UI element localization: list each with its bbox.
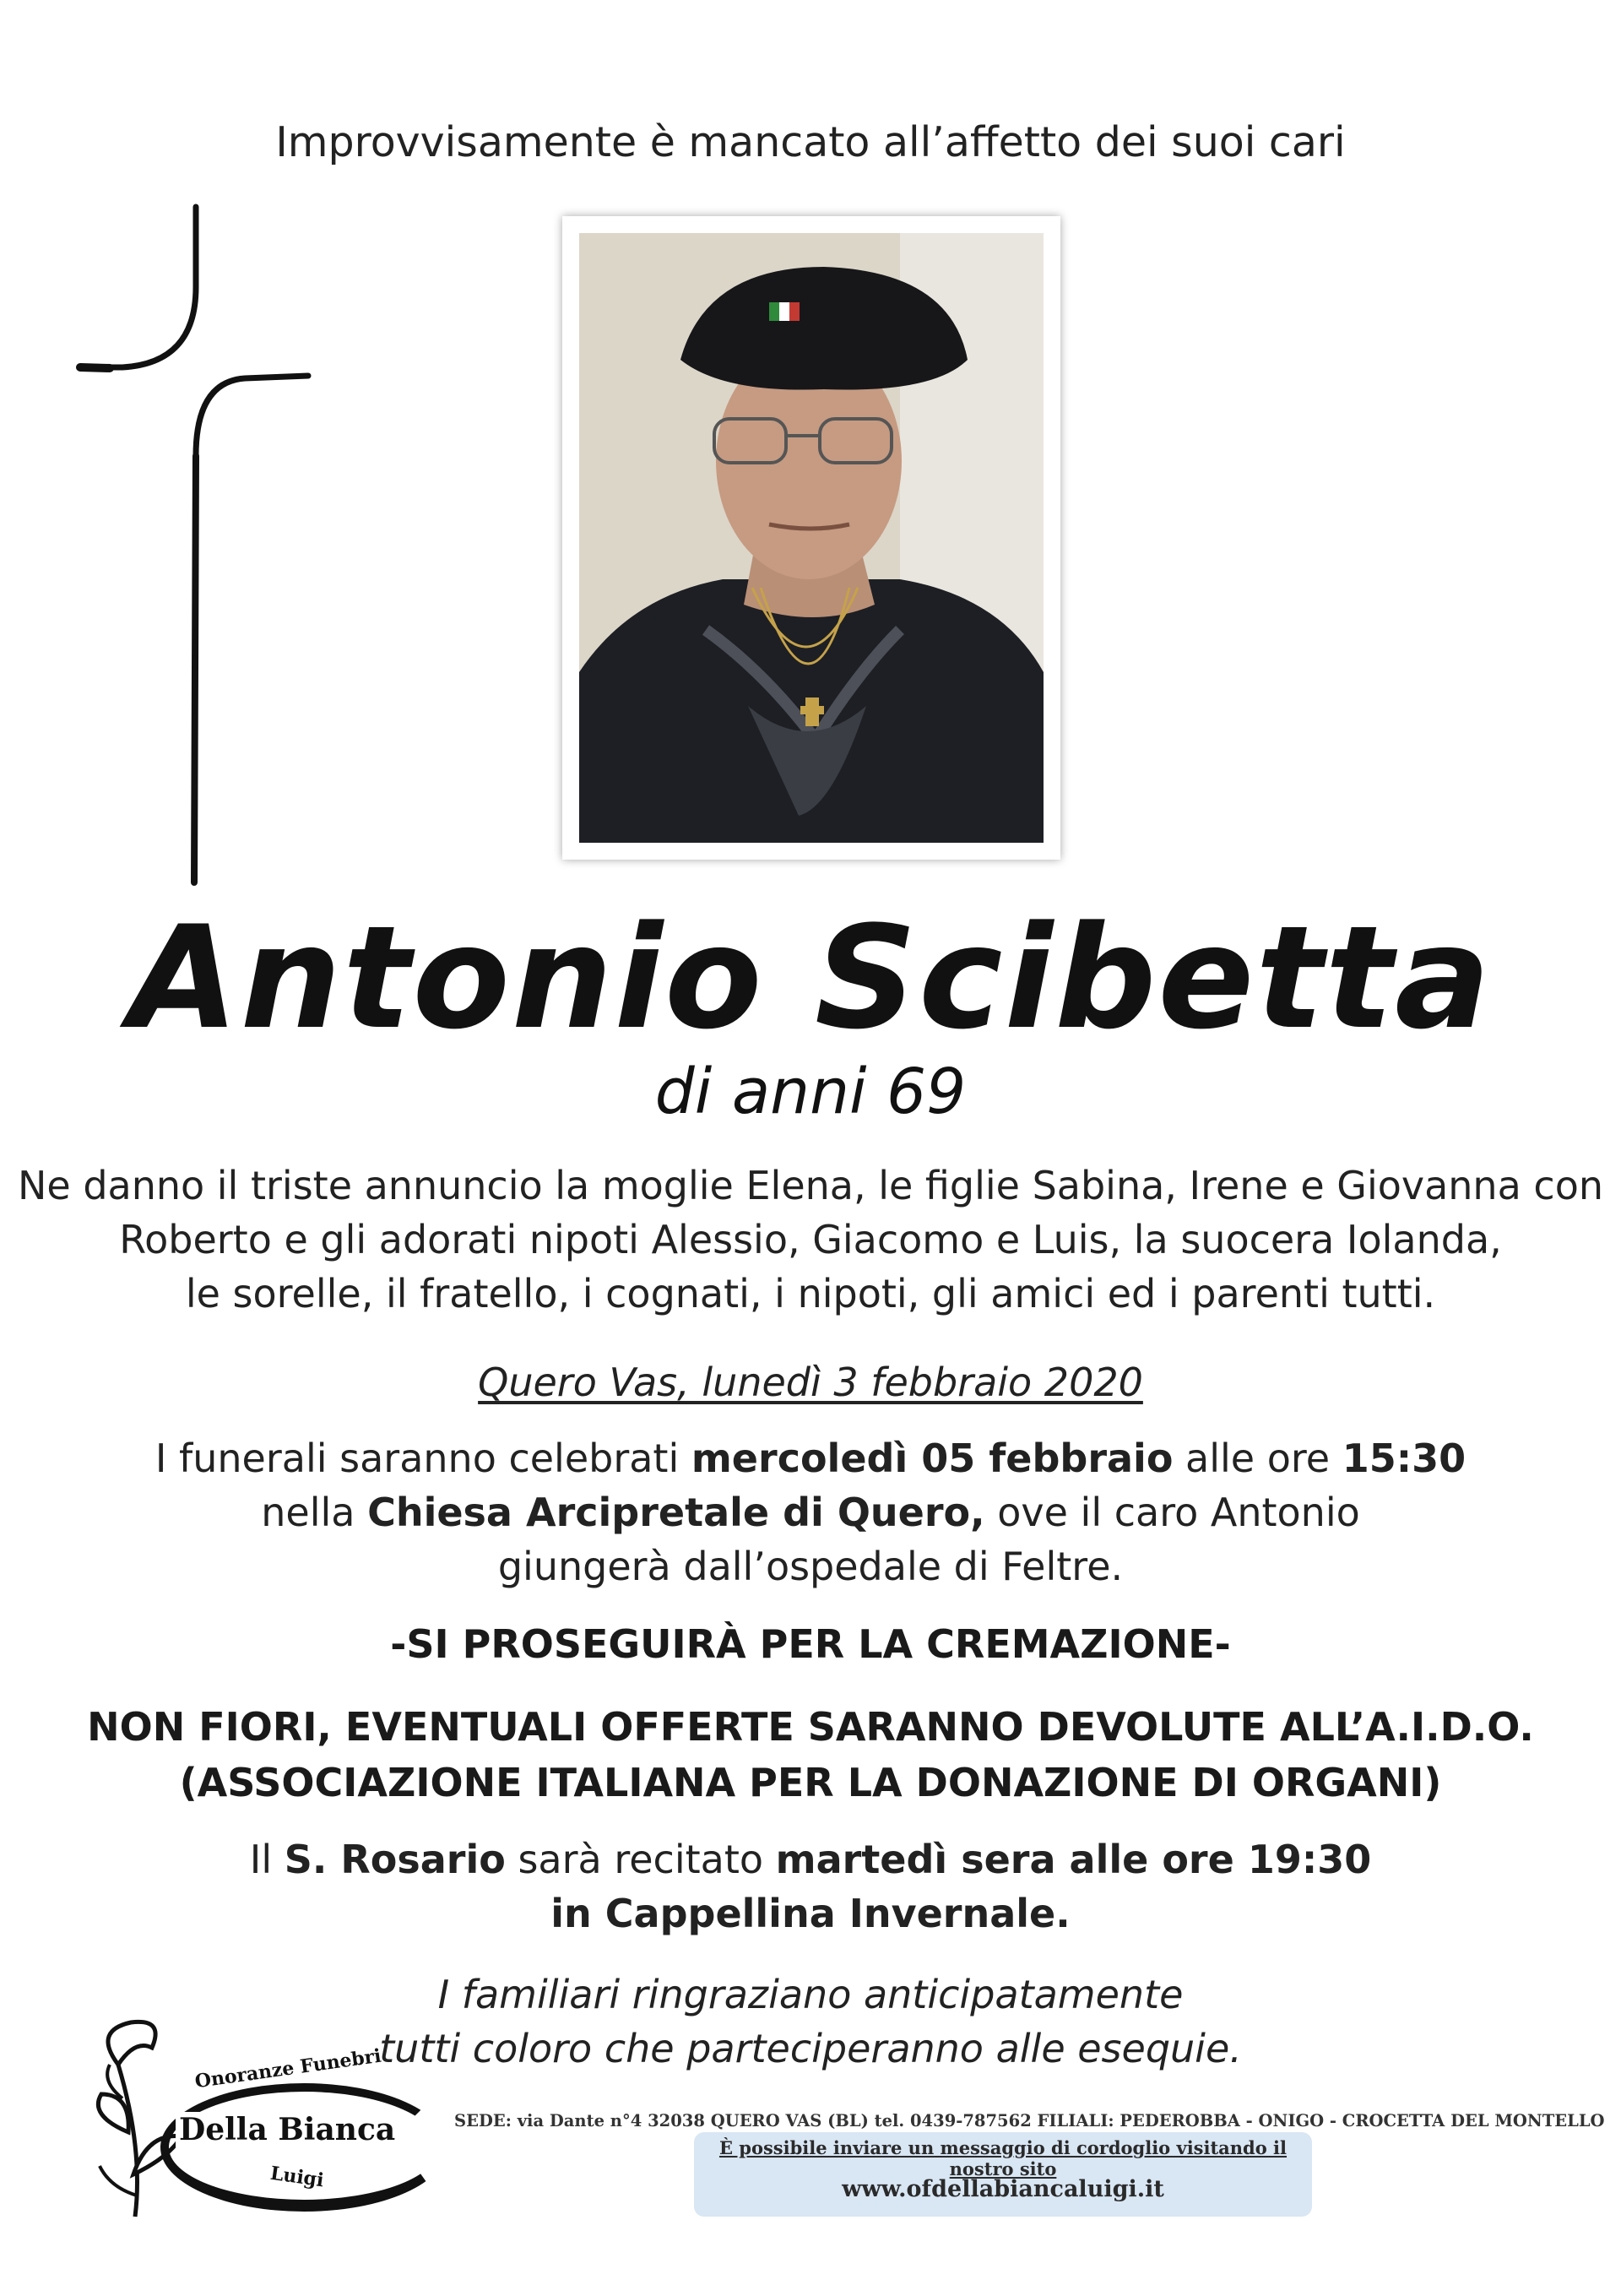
funeral-text: ove il caro Antonio bbox=[984, 1490, 1360, 1535]
rosary-details bbox=[0, 1832, 1621, 1940]
deceased-name: Antonio Scibetta bbox=[128, 895, 1493, 1061]
rosary-time: martedì sera alle ore 19:30 bbox=[775, 1837, 1372, 1882]
funeral-time: 15:30 bbox=[1342, 1436, 1466, 1481]
announcement-line: le sorelle, il fratello, i cognati, i nipoti, gli amici ed i parenti tutti. bbox=[185, 1271, 1436, 1316]
funeral-text: nella bbox=[261, 1490, 368, 1535]
logo-ring bbox=[160, 2083, 447, 2212]
website-url: www.ofdellabiancaluigi.it bbox=[842, 2176, 1164, 2202]
rosary-line bbox=[0, 1832, 1621, 1886]
office-address: SEDE: via Dante n°4 32038 QUERO VAS (BL) tel. 0439-787562 FILIALI: PEDEROBBA - ONIGO - CROCETTA DEL MONTELLO bbox=[454, 2111, 1605, 2130]
cremation-note: -SI PROSEGUIRÀ PER LA CREMAZIONE- bbox=[390, 1621, 1231, 1667]
announcement-line: Ne danno il triste annuncio la moglie Elena, le figlie Sabina, Irene e Giovanna con bbox=[17, 1163, 1603, 1208]
deceased-age: di anni 69 bbox=[654, 1056, 967, 1128]
funeral-details bbox=[0, 1431, 1621, 1593]
rosary-place: in Cappellina Invernale. bbox=[550, 1891, 1071, 1936]
rosary-text: sarà recitato bbox=[505, 1837, 776, 1882]
portrait-illustration bbox=[579, 233, 1044, 843]
thanks-line: tutti coloro che parteciperanno alle esequie. bbox=[379, 2026, 1242, 2071]
cross-icon bbox=[76, 203, 321, 887]
funeral-line: giungerà dall’ospedale di Feltre. bbox=[497, 1544, 1124, 1589]
donations-line: (ASSOCIAZIONE ITALIANA PER LA DONAZIONE DI ORGANI) bbox=[179, 1760, 1442, 1805]
thanks-line: I familiari ringraziano anticipatamente bbox=[437, 1972, 1184, 2017]
funeral-home-logo bbox=[84, 2014, 456, 2225]
announcement-line: Roberto e gli adorati nipoti Alessio, Giacomo e Luis, la suocera Iolanda, bbox=[119, 1217, 1502, 1262]
logo-subtitle: Onoranze Funebri bbox=[193, 2044, 383, 2093]
logo-firstname: Luigi bbox=[268, 2162, 326, 2192]
funeral-line bbox=[0, 1485, 1621, 1539]
donations-note bbox=[0, 1699, 1621, 1810]
funeral-line bbox=[0, 1431, 1621, 1485]
funeral-text: I funerali saranno celebrati bbox=[155, 1436, 691, 1481]
funeral-text: alle ore bbox=[1173, 1436, 1342, 1481]
place-date: Quero Vas, lunedì 3 febbraio 2020 bbox=[478, 1360, 1143, 1405]
family-announcement bbox=[0, 1159, 1621, 1321]
donations-line: NON FIORI, EVENTUALI OFFERTE SARANNO DEVOLUTE ALL’A.I.D.O. bbox=[87, 1704, 1534, 1750]
funeral-date: mercoledì 05 febbraio bbox=[691, 1436, 1174, 1481]
rosary-text: Il bbox=[249, 1837, 285, 1882]
condolence-note: È possibile inviare un messaggio di cordoglio visitando il nostro sito bbox=[718, 2137, 1288, 2179]
funeral-church: Chiesa Arcipretale di Quero, bbox=[367, 1490, 985, 1535]
intro-text: Improvvisamente è mancato all’affetto dei suoi cari bbox=[275, 118, 1346, 166]
portrait-frame bbox=[562, 216, 1060, 860]
logo-name: Della Bianca bbox=[176, 2112, 398, 2147]
portrait-photo bbox=[579, 233, 1044, 843]
website-box bbox=[694, 2132, 1312, 2217]
rosary-title: S. Rosario bbox=[284, 1837, 506, 1882]
